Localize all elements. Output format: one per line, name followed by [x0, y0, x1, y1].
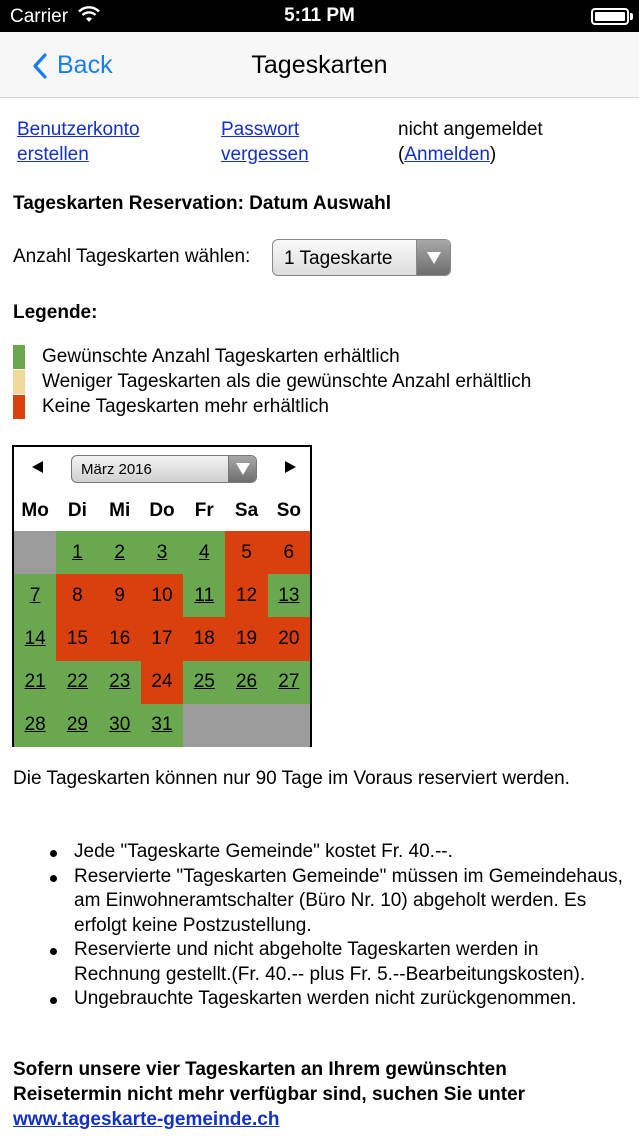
- legend-swatch-red: [13, 395, 25, 419]
- calendar-day-16: [99, 617, 141, 660]
- login-status: [398, 117, 543, 167]
- advance-booking-note: Die Tageskarten können nur 90 Tage im Voraus reserviert werden.: [13, 768, 570, 789]
- calendar-day-20: [268, 617, 310, 660]
- weekday-label: Di: [67, 500, 87, 521]
- calendar-day-number[interactable]: 26: [235, 671, 258, 693]
- calendar-day-number: 5: [241, 541, 252, 563]
- weekday-label: Fr: [194, 500, 214, 521]
- quantity-label: Anzahl Tageskarten wählen:: [13, 246, 251, 267]
- legend-label: Keine Tageskarten mehr erhältlich: [42, 396, 329, 417]
- list-item: Reservierte und nicht abgeholte Tageskarten werden in Rechnung gestellt.(Fr. 40.-- plus Fr. 5.--Bearbeitungskosten).: [50, 938, 630, 987]
- calendar-day-number[interactable]: 2: [114, 541, 125, 563]
- quantity-select[interactable]: [272, 239, 451, 276]
- calendar-day-27[interactable]: [268, 661, 310, 704]
- calendar-day-12: [225, 574, 267, 617]
- calendar-day-7[interactable]: [14, 574, 56, 617]
- calendar-day-2[interactable]: [99, 531, 141, 574]
- calendar-day-number: 8: [72, 584, 83, 606]
- calendar: [12, 445, 312, 747]
- chevron-down-icon: [416, 240, 450, 275]
- calendar-day-number: 19: [235, 627, 258, 649]
- calendar-day-number[interactable]: 7: [29, 584, 41, 606]
- calendar-day-4[interactable]: [183, 531, 225, 574]
- forgot-password-line2[interactable]: vergessen: [221, 144, 309, 165]
- login-line: [398, 142, 543, 167]
- calendar-day-number: 24: [151, 671, 173, 693]
- calendar-day-22[interactable]: [56, 661, 98, 704]
- create-account-line2[interactable]: erstellen: [17, 144, 89, 165]
- calendar-day-number[interactable]: 25: [193, 671, 215, 693]
- list-item: Ungebrauchte Tageskarten werden nicht zurückgenommen.: [50, 987, 630, 1012]
- legend-heading: Legende:: [13, 302, 98, 323]
- month-select[interactable]: [71, 455, 257, 483]
- calendar-day-number: 15: [66, 627, 88, 649]
- calendar-day-number[interactable]: 13: [278, 584, 300, 606]
- back-label: Back: [57, 51, 113, 79]
- calendar-day-5: [225, 531, 267, 574]
- calendar-day-number[interactable]: 21: [24, 671, 46, 693]
- clock: 5:11 PM: [284, 5, 355, 26]
- calendar-day-10: [141, 574, 183, 617]
- forgot-password-line1[interactable]: Passwort: [221, 119, 300, 140]
- calendar-day-11[interactable]: [183, 574, 225, 617]
- calendar-day-number[interactable]: 11: [194, 584, 215, 606]
- login-status-text: nicht angemeldet: [398, 119, 543, 140]
- calendar-day-9: [99, 574, 141, 617]
- external-site-link[interactable]: www.tageskarte-gemeinde.ch: [13, 1109, 280, 1130]
- calendar-day-number: 6: [283, 541, 295, 563]
- calendar-day-empty: [14, 531, 56, 574]
- legend-swatch-green: [13, 345, 25, 369]
- create-account-link[interactable]: [17, 117, 140, 167]
- calendar-day-17: [141, 617, 183, 660]
- weekday-label: Do: [149, 500, 175, 521]
- list-item: Reservierte "Tageskarten Gemeinde" müssen im Gemeindehaus, am Einwohneramtschalter (Büro Nr. 10) abgeholt werden. Es erfolgt keine Postzustellung.: [50, 865, 630, 939]
- calendar-day-3[interactable]: [141, 531, 183, 574]
- create-account-line1[interactable]: Benutzerkonto: [17, 119, 140, 140]
- carrier-label: Carrier: [10, 6, 69, 27]
- calendar-day-29[interactable]: [56, 704, 98, 747]
- calendar-day-number[interactable]: 29: [66, 714, 88, 736]
- login-link[interactable]: Anmelden: [404, 144, 490, 165]
- calendar-day-number: 18: [193, 627, 215, 649]
- calendar-day-23[interactable]: [99, 661, 141, 704]
- page-title: Tageskarten: [251, 51, 388, 79]
- prev-month-icon[interactable]: [32, 461, 43, 473]
- calendar-day-number: 20: [278, 627, 300, 649]
- calendar-day-number[interactable]: 28: [24, 714, 46, 736]
- calendar-grid: [14, 531, 310, 747]
- calendar-day-18: [183, 617, 225, 660]
- calendar-day-number[interactable]: 14: [24, 627, 46, 649]
- calendar-header: [14, 447, 310, 487]
- battery-tip: [630, 13, 633, 20]
- rules-list: [50, 840, 630, 1012]
- calendar-day-19: [225, 617, 267, 660]
- calendar-day-1[interactable]: [56, 531, 98, 574]
- legend-label: Gewünschte Anzahl Tageskarten erhältlich: [42, 346, 400, 367]
- calendar-day-number: 16: [109, 627, 131, 649]
- calendar-day-empty: [225, 704, 267, 747]
- calendar-day-number: 10: [151, 584, 173, 606]
- calendar-day-number[interactable]: 3: [156, 541, 168, 563]
- status-bar: [0, 0, 639, 32]
- calendar-day-6: [268, 531, 310, 574]
- calendar-day-13[interactable]: [268, 574, 310, 617]
- open-paren: (: [398, 144, 405, 165]
- calendar-day-number[interactable]: 31: [151, 714, 173, 736]
- calendar-day-28[interactable]: [14, 704, 56, 747]
- quantity-select-value: 1 Tageskarte: [284, 248, 393, 269]
- calendar-day-number: 9: [114, 584, 125, 606]
- forgot-password-link[interactable]: [221, 117, 309, 167]
- calendar-day-26[interactable]: [225, 661, 267, 704]
- list-item: Jede "Tageskarte Gemeinde" kostet Fr. 40.--.: [50, 840, 630, 865]
- calendar-day-number[interactable]: 4: [198, 541, 210, 563]
- legend-swatch-yellow: [13, 370, 25, 394]
- calendar-day-number: 12: [235, 584, 258, 606]
- calendar-day-25[interactable]: [183, 661, 225, 704]
- legend-label: Weniger Tageskarten als die gewünschte Anzahl erhältlich: [42, 371, 532, 392]
- calendar-day-8: [56, 574, 98, 617]
- month-select-value: März 2016: [81, 461, 152, 478]
- weekday-label: So: [276, 500, 301, 521]
- calendar-day-number[interactable]: 30: [109, 714, 131, 736]
- calendar-day-31[interactable]: [141, 704, 183, 747]
- calendar-day-14[interactable]: [14, 617, 56, 660]
- calendar-day-21[interactable]: [14, 661, 56, 704]
- weekday-header: [14, 491, 310, 531]
- calendar-day-15: [56, 617, 98, 660]
- calendar-day-empty: [183, 704, 225, 747]
- calendar-day-empty: [268, 704, 310, 747]
- battery-icon: [591, 8, 629, 25]
- calendar-day-24: [141, 661, 183, 704]
- chevron-down-icon: [228, 456, 256, 482]
- calendar-day-number[interactable]: 27: [278, 671, 300, 693]
- close-paren: ): [489, 144, 497, 165]
- weekday-label: Mi: [109, 500, 131, 521]
- calendar-day-number[interactable]: 23: [109, 671, 131, 693]
- calendar-day-number[interactable]: 22: [66, 671, 88, 693]
- calendar-day-number[interactable]: 1: [72, 541, 83, 563]
- calendar-day-number: 17: [151, 627, 173, 649]
- footer-message: Sofern unsere vier Tageskarten an Ihrem gewünschten Reisetermin nicht mehr verfügbar sind, suchen Sie unter: [13, 1059, 526, 1105]
- next-month-icon[interactable]: [285, 461, 296, 473]
- reservation-heading: Tageskarten Reservation: Datum Auswahl: [13, 193, 391, 214]
- navigation-bar: [0, 32, 639, 98]
- footer-text: [13, 1057, 613, 1132]
- weekday-label: Sa: [234, 500, 259, 521]
- weekday-label: Mo: [21, 500, 49, 521]
- calendar-day-30[interactable]: [99, 704, 141, 747]
